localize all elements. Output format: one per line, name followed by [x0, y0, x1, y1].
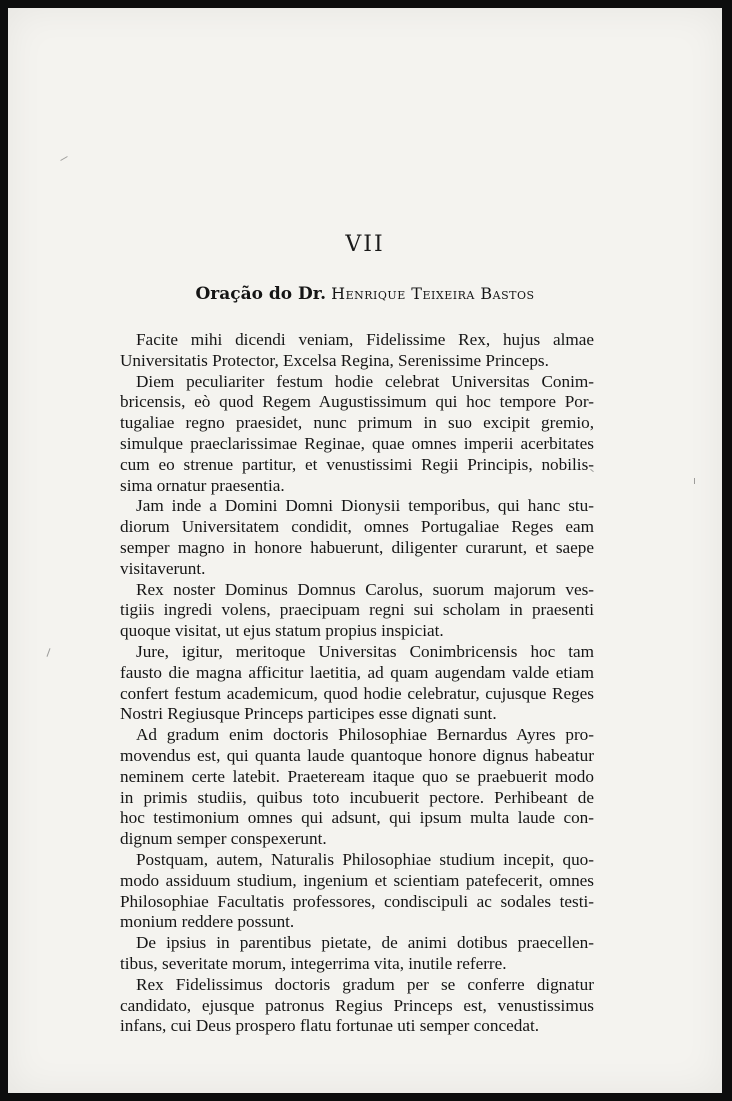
text-line: simulque praeclarissimae Reginae, quae omnes imperii acerbitates: [120, 433, 594, 453]
text-line: Jure, igitur, meritoque Universitas Conimbricensis hoc tam: [136, 641, 594, 661]
text-line: Philosophiae Facultatis professores, condiscipuli ac sodales testi-: [120, 891, 594, 911]
paragraph: [120, 975, 594, 1037]
text-line: visitaverunt.: [120, 558, 206, 578]
text-line: Rex noster Dominus Domnus Carolus, suorum majorum ves-: [136, 579, 594, 599]
chapter-number: VII: [345, 232, 385, 257]
text-line: fausto die magna afficitur laetitia, ad quam augendam valde etiam: [120, 662, 594, 682]
text-line: infans, cui Deus prospero flatu fortunae uti semper concedat.: [120, 1016, 540, 1036]
paragraph: [120, 725, 594, 850]
text-line: bricensis, eò quod Regem Augustissimum qui hoc tempore Por-: [120, 392, 594, 412]
text-line: Nostri Regiusque Princeps participes esse dignati sunt.: [120, 704, 497, 724]
text-line: diorum Universitatem condidit, omnes Portugaliae Reges eam: [120, 517, 594, 537]
text-line: Ad gradum enim doctoris Philosophiae Bernardus Ayres pro-: [136, 725, 594, 745]
paragraph: [120, 496, 594, 579]
scan-speck: [46, 648, 50, 657]
text-line: dignum semper conspexerunt.: [120, 829, 327, 849]
paragraph: [120, 372, 594, 497]
scan-speck: [60, 156, 67, 161]
text-line: Jam inde a Domini Domni Dionysii temporibus, qui hanc stu-: [136, 496, 594, 516]
text-line: sima ornatur praesentia.: [120, 475, 285, 495]
text-line: Universitatis Protector, Excelsa Regina, Serenissime Princeps.: [120, 350, 549, 370]
scan-speck: [694, 478, 695, 484]
oration-body: [120, 330, 594, 1037]
text-line: tigiis ingredi volens, praecipuam regni sui scholam in praesenti: [120, 600, 594, 620]
text-line: Diem peculiariter festum hodie celebrat Universitas Conim-: [136, 371, 594, 391]
text-line: monium reddere possunt.: [120, 912, 295, 932]
text-line: semper magno in honore habuerunt, diligenter curarunt, et saepe: [120, 537, 594, 557]
paragraph: [120, 330, 594, 372]
text-line: Postquam, autem, Naturalis Philosophiae studium incepit, quo-: [136, 849, 594, 869]
text-line: Facite mihi dicendi veniam, Fidelissime Rex, hujus almae: [136, 330, 594, 349]
text-line: in primis studiis, quibus toto incubuerit pectore. Perhibeant de: [120, 787, 594, 807]
text-line: neminem certe latebit. Praeteream itaque quo se praebuerit modo: [120, 766, 594, 786]
heading-author-name: Henrique Teixeira Bastos: [331, 284, 535, 303]
text-line: cum eo strenue partitur, et venustissimi Regii Principis, nobilis-: [120, 454, 594, 474]
paragraph: [120, 933, 594, 975]
text-line: quoque visitat, ut ejus statum propius inspiciat.: [120, 621, 444, 641]
paragraph: [120, 580, 594, 642]
oration-heading: [8, 284, 722, 304]
text-line: candidato, ejusque patronus Regius Princeps est, venustissimus: [120, 995, 594, 1015]
text-line: De ipsius in parentibus pietate, de animi dotibus praecellen-: [136, 933, 594, 953]
text-line: tibus, severitate morum, integerrima vita, inutile referre.: [120, 953, 507, 973]
heading-prefix: Oração do Dr.: [195, 284, 327, 304]
text-line: tugaliae regno praesidet, nunc primum in suo excipit gremio,: [120, 413, 594, 433]
text-line: movendus est, qui quanta laude quantoque honore dignus habeatur: [120, 745, 594, 765]
text-line: hoc testimonium omnes qui adsunt, qui ipsum multa laude con-: [120, 808, 594, 828]
page-sheet: [8, 8, 722, 1093]
text-line: confert festum academicum, quod hodie celebratur, cujusque Reges: [120, 683, 594, 703]
text-line: modo assiduum studium, ingenium et scientiam patefecerit, omnes: [120, 870, 594, 890]
paragraph: [120, 642, 594, 725]
text-line: Rex Fidelissimus doctoris gradum per se conferre dignatur: [136, 974, 594, 994]
paragraph: [120, 850, 594, 933]
